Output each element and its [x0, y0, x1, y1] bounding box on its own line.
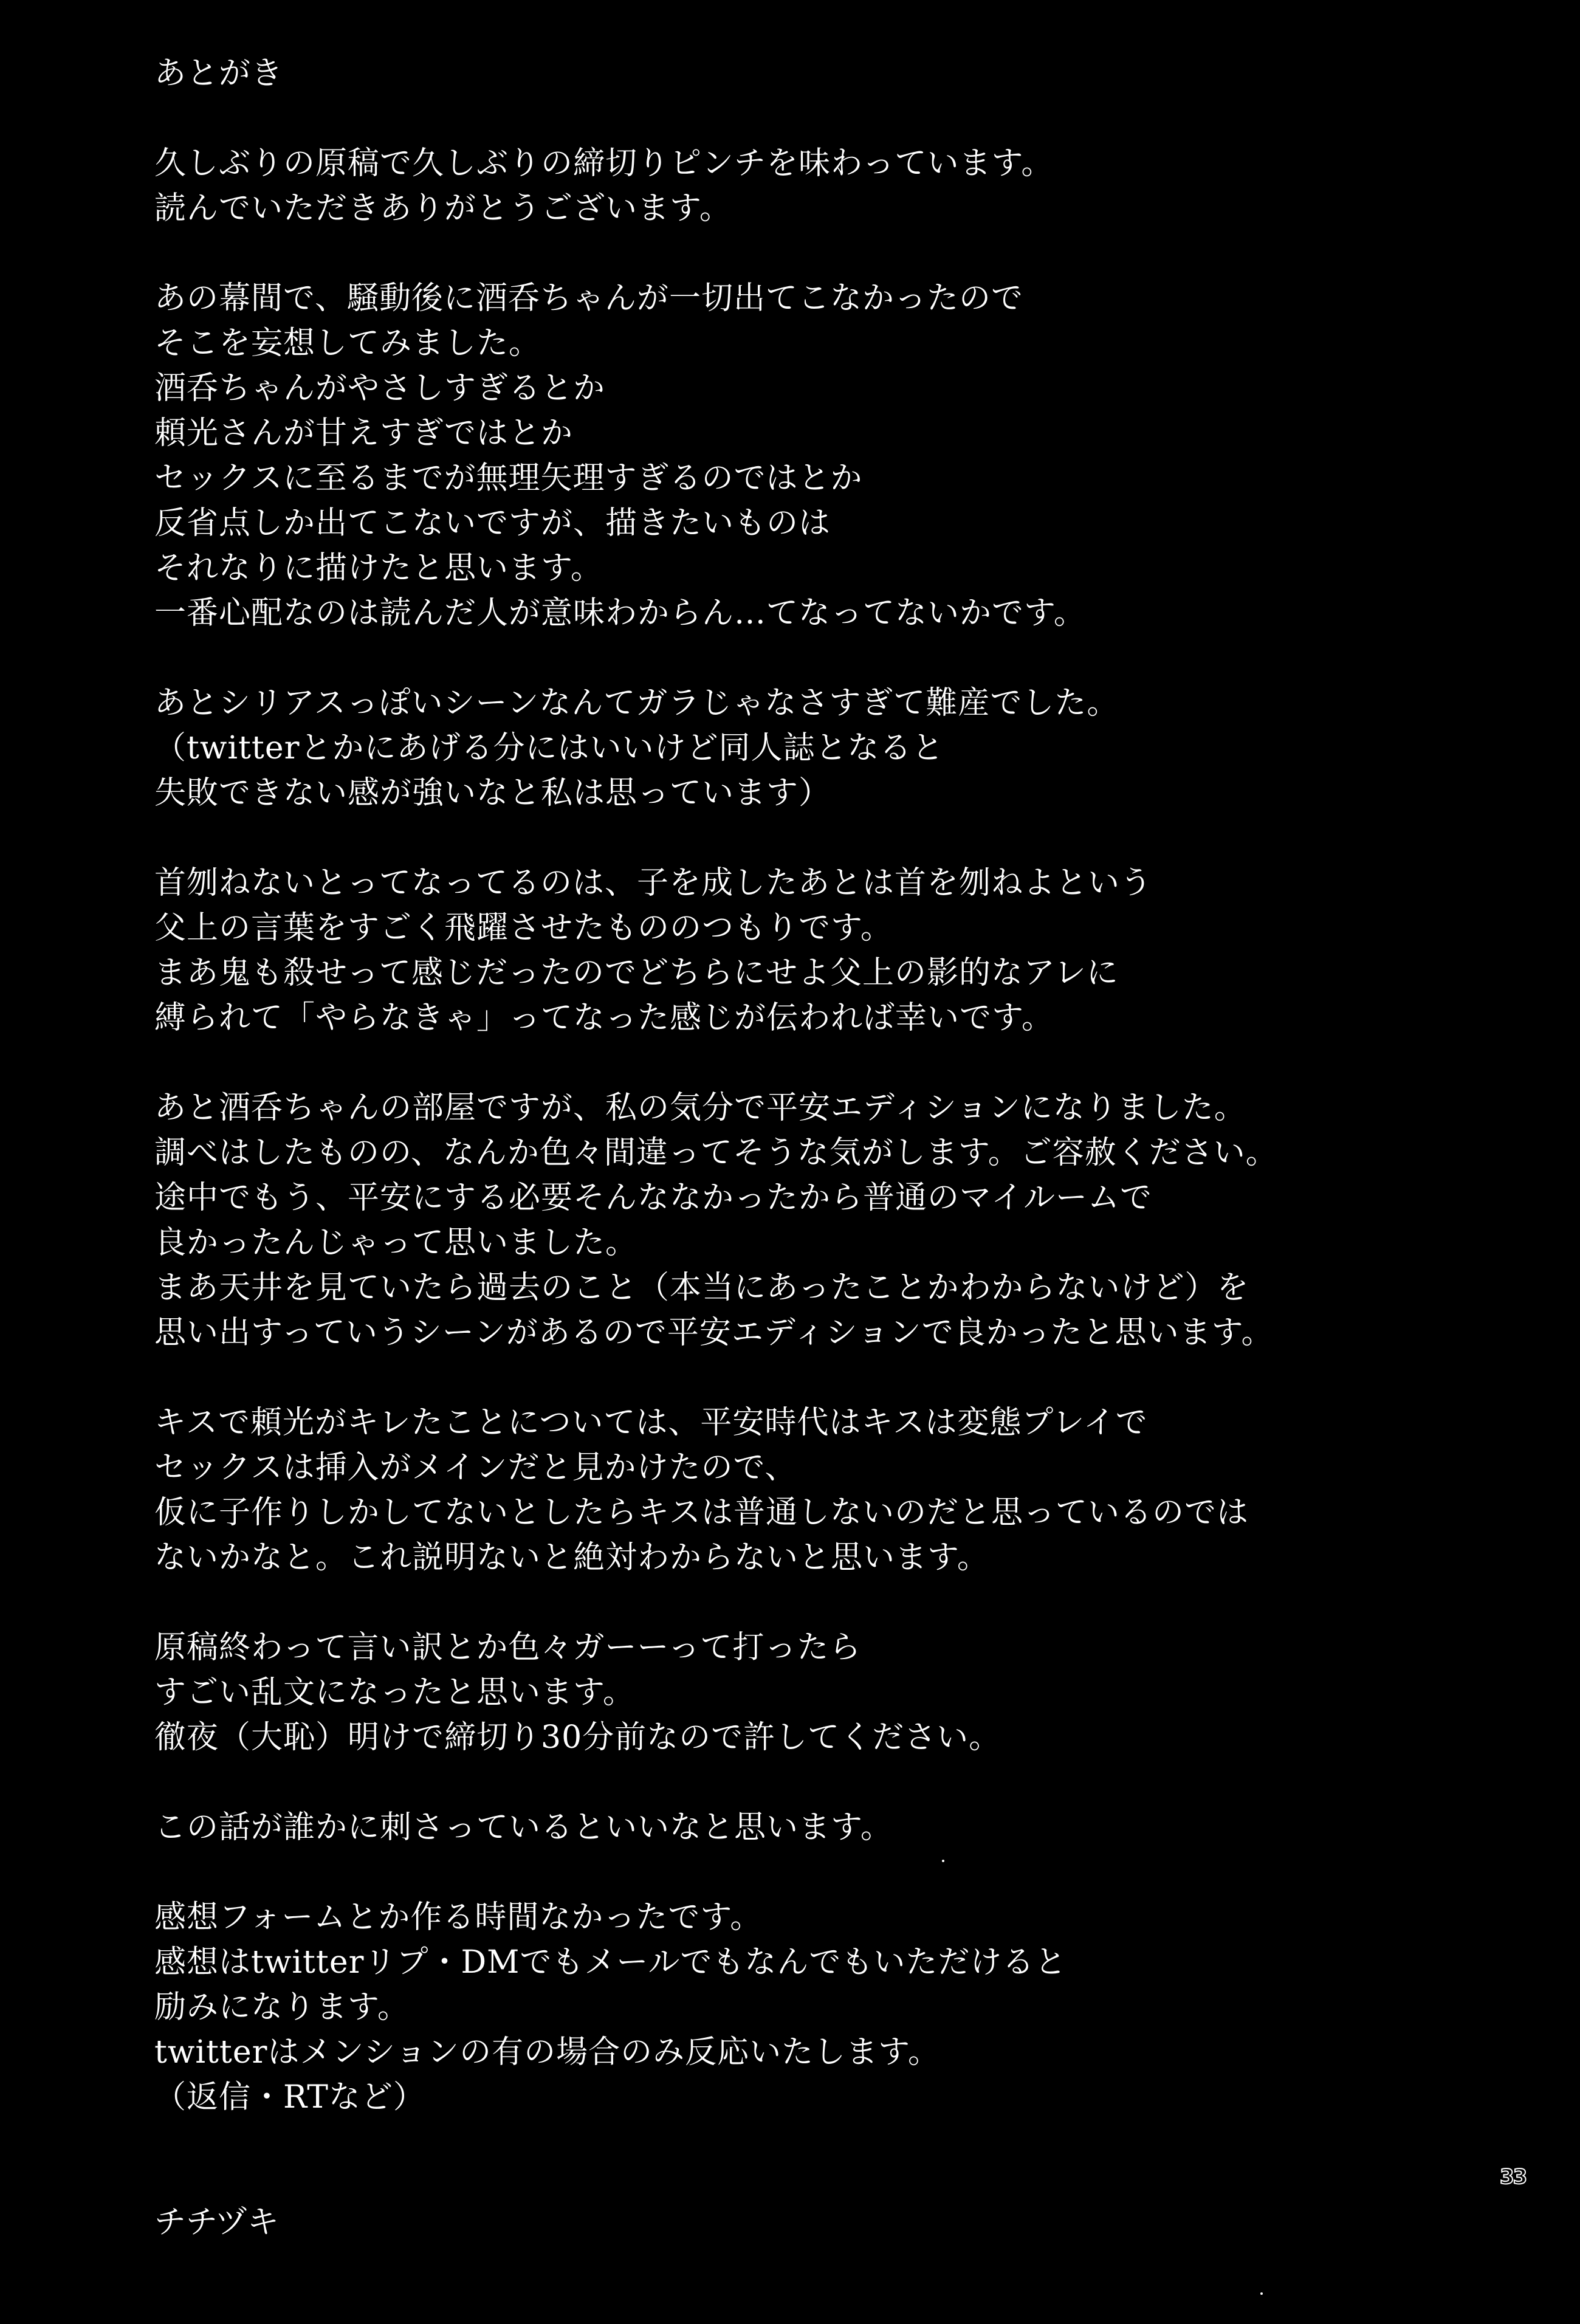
text-line: 原稿終わって言い訳とか色々ガーーって打ったら	[154, 1629, 862, 1666]
afterword-text	[154, 51, 1491, 2120]
text-line: セックスは挿入がメインだと見かけたので、	[154, 1449, 797, 1486]
text-line: 頼光さんが甘えすぎではとか	[154, 415, 574, 452]
text-line: 反省点しか出てこないですが、描きたいものは	[154, 505, 831, 541]
text-line: まあ天井を見ていたら過去のこと（本当にあったことかわからないけど）を	[154, 1270, 1249, 1306]
text-line: 感想フォームとか作る時間なかったです。	[154, 1899, 763, 1936]
paragraph-gap	[154, 1355, 1491, 1400]
text-line: 徹夜（大恥）明けで締切り30分前なので許してください。	[154, 1719, 1001, 1756]
text-line: あとシリアスっぽいシーンなんてガラじゃなさすぎて難産でした。	[154, 685, 1119, 721]
text-line: 失敗できない感が強いなと私は思っています）	[154, 775, 831, 811]
author-signature: チチヅキ	[154, 2204, 279, 2241]
text-line: 縛られて「やらなきゃ」ってなった感じが伝われば幸いです。	[154, 1000, 1054, 1036]
paragraph-gap	[154, 1760, 1491, 1805]
text-line: twitterはメンションの有の場合のみ反応いたします。	[154, 2034, 940, 2071]
text-line: 思い出すっていうシーンがあるので平安エディションで良かったと思います。	[154, 1315, 1274, 1351]
text-line: 一番心配なのは読んだ人が意味わからん…てなってないかです。	[154, 595, 1086, 631]
paragraph-gap	[154, 96, 1491, 141]
text-line: あと酒呑ちゃんの部屋ですが、私の気分で平安エディションになりました。	[154, 1090, 1246, 1126]
text-line: （twitterとかにあげる分にはいいけど同人誌となると	[154, 730, 944, 766]
afterword-heading: あとがき	[154, 55, 284, 92]
text-line: あの幕間で、騒動後に酒呑ちゃんが一切出てこなかったので	[154, 280, 1023, 317]
text-line: 感想はtwitterリプ・DMでもメールでもなんでもいただけると	[154, 1944, 1067, 1981]
dust-speck	[942, 1860, 944, 1862]
paragraph-gap	[154, 636, 1491, 681]
text-line: 父上の言葉をすごく飛躍させたもののつもりです。	[154, 910, 893, 946]
paragraph-gap	[154, 816, 1491, 861]
text-line: 久しぶりの原稿で久しぶりの締切りピンチを味わっています。	[154, 145, 1054, 182]
text-line: 読んでいただきありがとうございます。	[154, 190, 732, 227]
text-line: 酒呑ちゃんがやさしすぎるとか	[154, 370, 606, 407]
paragraph-gap	[154, 1040, 1491, 1085]
text-line: それなりに描けたと思います。	[154, 550, 603, 586]
text-line: 仮に子作りしかしてないとしたらキスは普通しないのだと思っているのでは	[154, 1494, 1249, 1531]
text-line: セックスに至るまでが無理矢理すぎるのではとか	[154, 460, 863, 497]
paragraph-gap	[154, 1850, 1491, 1895]
text-line: 首刎ねないとってなってるのは、子を成したあとは首を刎ねよという	[154, 865, 1152, 901]
text-line: 励みになります。	[154, 1989, 410, 2026]
text-line: 途中でもう、平安にする必要そんななかったから普通のマイルームで	[154, 1180, 1152, 1216]
text-line: （返信・RTなど）	[154, 2079, 425, 2116]
text-line: キスで頼光がキレたことについては、平安時代はキスは変態プレイで	[154, 1404, 1148, 1441]
text-line: 良かったんじゃって思いました。	[154, 1225, 638, 1261]
text-line: そこを妄想してみました。	[154, 325, 541, 362]
page-number: 33	[1500, 2165, 1527, 2189]
text-line: まあ鬼も殺せって感じだったのでどちらにせよ父上の影的なアレに	[154, 955, 1119, 991]
paragraph-gap	[154, 231, 1491, 276]
paragraph-gap	[154, 1580, 1491, 1625]
text-line: ないかなと。これ説明ないと絶対わからないと思います。	[154, 1539, 989, 1576]
text-line: 調べはしたものの、なんか色々間違ってそうな気がします。ご容赦ください。	[154, 1135, 1278, 1171]
dust-speck	[1260, 2292, 1263, 2295]
text-line: この話が誰かに刺さっているといいなと思います。	[154, 1809, 893, 1846]
text-line: すごい乱文になったと思います。	[154, 1674, 635, 1711]
